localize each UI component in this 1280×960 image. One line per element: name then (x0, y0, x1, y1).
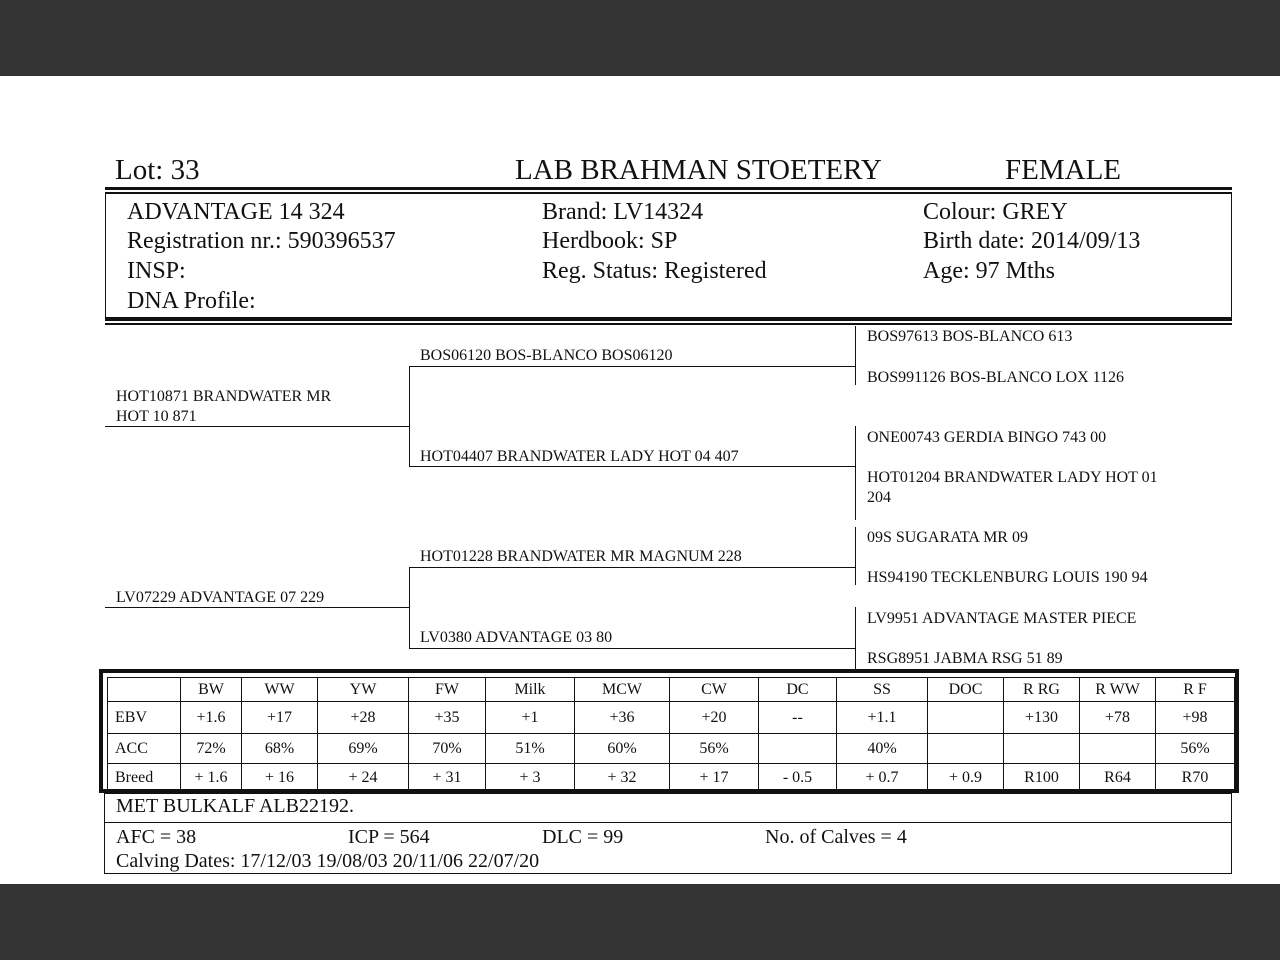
acc-cell: 51% (486, 734, 575, 764)
breed-cell: + 17 (670, 764, 759, 793)
birth-date: Birth date: 2014/09/13 (923, 228, 1141, 254)
registration-number: Registration nr.: 590396537 (127, 228, 396, 254)
acc-cell: 70% (409, 734, 486, 764)
ebv-col-header: YW (318, 678, 409, 702)
pedigree-sire (116, 387, 331, 427)
acc-cell: 56% (1156, 734, 1235, 764)
ebv-col-header: SS (837, 678, 928, 702)
pedigree-sdd-line2: 204 (867, 489, 891, 506)
breed-cell: + 0.9 (928, 764, 1004, 793)
info-rule-thin (105, 323, 1232, 325)
acc-cell: 69% (318, 734, 409, 764)
ebv-col-header: WW (242, 678, 318, 702)
pedigree-dds: LV9951 ADVANTAGE MASTER PIECE (867, 610, 1137, 627)
breed-row-label: Breed (108, 764, 181, 793)
breed-cell: + 16 (242, 764, 318, 793)
breeder-name: LAB BRAHMAN STOETERY (515, 154, 882, 186)
sire-line (105, 426, 409, 427)
icp: ICP = 564 (348, 826, 430, 848)
breed-cell: - 0.5 (759, 764, 837, 793)
breed-cell: + 24 (318, 764, 409, 793)
ebv-cell: +130 (1004, 702, 1080, 734)
ds-line (409, 567, 855, 568)
acc-cell: 68% (242, 734, 318, 764)
dam-bracket (409, 567, 410, 648)
acc-cell (1004, 734, 1080, 764)
ds-bracket (855, 527, 856, 585)
pedigree-dam-sire: HOT01228 BRANDWATER MR MAGNUM 228 (420, 548, 742, 565)
acc-cell: 60% (575, 734, 670, 764)
acc-cell (1080, 734, 1156, 764)
dd-line (409, 648, 855, 649)
ebv-col-header: DC (759, 678, 837, 702)
animal-name: ADVANTAGE 14 324 (127, 199, 345, 225)
remarks-divider (104, 822, 1232, 823)
pedigree-sire-line1: HOT10871 BRANDWATER MR (116, 388, 332, 405)
ebv-col-header: DOC (928, 678, 1004, 702)
info-left-border (105, 192, 106, 318)
breed-cell: R70 (1156, 764, 1235, 793)
registration-status: Reg. Status: Registered (542, 258, 767, 284)
pedigree-sire-dam: HOT04407 BRANDWATER LADY HOT 04 407 (420, 448, 739, 465)
lot-number: Lot: 33 (115, 154, 200, 186)
remarks: MET BULKALF ALB22192. (116, 795, 354, 817)
sd-line (409, 466, 855, 467)
ebv-cell: +98 (1156, 702, 1235, 734)
ebv-col-header (108, 678, 181, 702)
ebv-row-label: EBV (108, 702, 181, 734)
breed-cell: + 3 (486, 764, 575, 793)
colour: Colour: GREY (923, 199, 1068, 225)
sire-bracket (409, 366, 410, 467)
info-right-border (1231, 192, 1232, 318)
dam-line (105, 607, 409, 608)
ebv-cell: -- (759, 702, 837, 734)
sd-bracket (855, 426, 856, 520)
pedigree-sds: ONE00743 GERDIA BINGO 743 00 (867, 429, 1107, 446)
sex-label: FEMALE (1005, 154, 1121, 186)
ebv-col-header: R WW (1080, 678, 1156, 702)
breed-row (108, 764, 1235, 793)
breed-cell: + 1.6 (181, 764, 242, 793)
breed-cell: R64 (1080, 764, 1156, 793)
pedigree-sdd-line1: HOT01204 BRANDWATER LADY HOT 01 (867, 469, 1158, 486)
ebv-table (107, 677, 1235, 793)
ebv-cell (928, 702, 1004, 734)
ebv-cell: +17 (242, 702, 318, 734)
acc-cell (928, 734, 1004, 764)
pedigree-sdd (867, 468, 1158, 508)
pedigree-dsd: HS94190 TECKLENBURG LOUIS 190 94 (867, 569, 1148, 586)
pedigree-ssd: BOS991126 BOS-BLANCO LOX 1126 (867, 369, 1125, 386)
breed-cell: + 0.7 (837, 764, 928, 793)
afc: AFC = 38 (116, 826, 197, 848)
pedigree-sire-sire: BOS06120 BOS-BLANCO BOS06120 (420, 347, 673, 364)
pedigree-dam: LV07229 ADVANTAGE 07 229 (116, 589, 325, 606)
calving-dates: Calving Dates: 17/12/03 19/08/03 20/11/06 22/07/20 (116, 850, 540, 872)
brand: Brand: LV14324 (542, 199, 704, 225)
dd-bracket (855, 607, 856, 669)
pedigree-dss: 09S SUGARATA MR 09 (867, 529, 1028, 546)
ebv-header-row (108, 678, 1235, 702)
acc-row (108, 734, 1235, 764)
pedigree-sire-line2: HOT 10 871 (116, 408, 197, 425)
info-rule (105, 317, 1232, 321)
ebv-col-header: R RG (1004, 678, 1080, 702)
breed-cell: + 31 (409, 764, 486, 793)
ss-line (409, 366, 855, 367)
age: Age: 97 Mths (923, 258, 1055, 284)
ebv-cell: +78 (1080, 702, 1156, 734)
pedigree-sss: BOS97613 BOS-BLANCO 613 (867, 328, 1073, 345)
acc-row-label: ACC (108, 734, 181, 764)
ebv-col-header: MCW (575, 678, 670, 702)
ebv-cell: +1 (486, 702, 575, 734)
herdbook: Herdbook: SP (542, 228, 678, 254)
ss-bracket (855, 326, 856, 385)
insp-label: INSP: (127, 258, 186, 284)
ebv-col-header: FW (409, 678, 486, 702)
header-rule (105, 187, 1232, 190)
ebv-cell: +36 (575, 702, 670, 734)
ebv-cell: +20 (670, 702, 759, 734)
number-of-calves: No. of Calves = 4 (765, 826, 907, 848)
dna-profile-label: DNA Profile: (127, 288, 256, 314)
acc-cell: 40% (837, 734, 928, 764)
ebv-col-header: Milk (486, 678, 575, 702)
breed-cell: R100 (1004, 764, 1080, 793)
ebv-cell: +35 (409, 702, 486, 734)
pedigree-ddd: RSG8951 JABMA RSG 51 89 (867, 650, 1063, 667)
ebv-cell: +1.1 (837, 702, 928, 734)
acc-cell (759, 734, 837, 764)
acc-cell: 56% (670, 734, 759, 764)
header-rule-thin (105, 192, 1232, 194)
ebv-cell: +28 (318, 702, 409, 734)
ebv-col-header: BW (181, 678, 242, 702)
ebv-col-header: CW (670, 678, 759, 702)
dlc: DLC = 99 (542, 826, 624, 848)
ebv-col-header: R F (1156, 678, 1235, 702)
ebv-row (108, 702, 1235, 734)
breed-cell: + 32 (575, 764, 670, 793)
pedigree-dam-dam: LV0380 ADVANTAGE 03 80 (420, 629, 613, 646)
ebv-cell: +1.6 (181, 702, 242, 734)
acc-cell: 72% (181, 734, 242, 764)
